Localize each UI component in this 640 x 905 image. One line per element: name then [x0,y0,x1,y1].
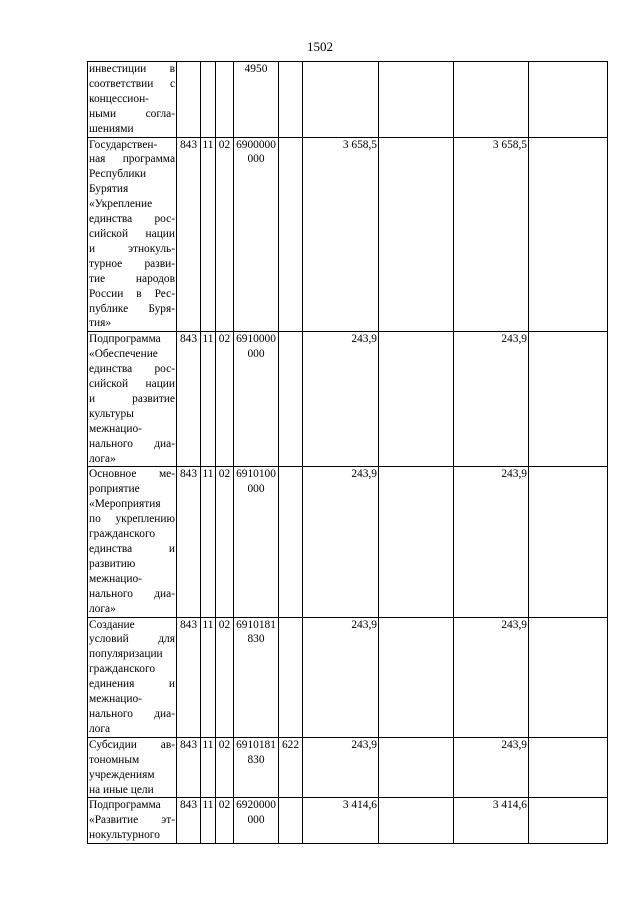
row-name-cell [88,798,177,844]
amount-cell: 243,9 [454,467,529,617]
amount-cell [529,617,608,737]
subsection-cell [216,62,234,138]
row-name-line: лога [89,722,111,735]
target-article-cell: 6900000000 [234,137,279,332]
target-article-cell: 4950 [234,62,279,138]
ved-cell: 843 [177,798,201,844]
row-name-line: ными согла- [89,107,175,120]
amount-cell: 243,9 [454,737,529,798]
amount-cell [454,62,529,138]
row-name-line: Государствен- [89,138,158,151]
row-name-line: гражданского [89,663,156,676]
row-name-line: межнацио- [89,693,142,706]
row-name-line: тие народов [89,272,175,285]
target-article-cell: 6920000000 [234,798,279,844]
row-name-line: Подпрограмма [89,799,161,812]
subsection-cell: 02 [216,332,234,467]
section-cell: 11 [201,737,216,798]
expense-type-cell [279,617,303,737]
row-name-line: лога» [89,452,116,465]
section-cell: 11 [201,467,216,617]
row-name-line: сийской нации [89,378,175,391]
amount-cell [303,62,379,138]
row-name-line: турное разви- [89,257,175,270]
row-name-line: Создание [89,618,135,631]
row-name-line: концессион- [89,92,149,105]
amount-cell [529,467,608,617]
row-name-line: единства рос- [89,213,175,226]
row-name-line: по укреплению [89,513,175,526]
table-row [88,332,608,467]
row-name-cell [88,332,177,467]
row-name-cell [88,617,177,737]
amount-cell [379,137,454,332]
amount-cell: 3 414,6 [303,798,379,844]
amount-cell: 243,9 [454,332,529,467]
ved-cell: 843 [177,467,201,617]
row-name-line: лога» [89,602,116,615]
table-row [88,737,608,798]
row-name-cell [88,467,177,617]
subsection-cell: 02 [216,798,234,844]
subsection-cell: 02 [216,617,234,737]
amount-cell [529,137,608,332]
row-name-line: Подпрограмма [89,333,161,346]
subsection-cell: 02 [216,737,234,798]
row-name-line: единства рос- [89,363,175,376]
row-name-line: единства и [89,543,175,555]
row-name-line: единения и [89,678,175,691]
section-cell [201,62,216,138]
section-cell: 11 [201,798,216,844]
table-row [88,137,608,332]
row-name-line: «Развитие эт- [89,814,175,827]
table-body [88,62,608,844]
row-name-line: нального диа- [89,437,175,450]
amount-cell [529,62,608,138]
amount-cell [529,332,608,467]
amount-cell [529,737,608,798]
row-name-line: тономным [89,753,140,766]
row-name-line: соответствии с [89,77,175,90]
row-name-line: нального диа- [89,587,175,600]
subsection-cell: 02 [216,137,234,332]
expense-type-cell [279,332,303,467]
section-cell: 11 [201,332,216,467]
row-name-cell [88,137,177,332]
row-name-line: развитию [89,557,136,570]
amount-cell: 243,9 [303,332,379,467]
section-cell: 11 [201,617,216,737]
row-name-line: Бурятия [89,183,129,196]
amount-cell [379,737,454,798]
amount-cell: 243,9 [303,617,379,737]
row-name-cell [88,62,177,138]
row-name-line: и развитие [89,392,175,405]
row-name-line: и этнокуль- [89,242,175,255]
row-name-line: сийской нации [89,227,175,240]
row-name-line: гражданского [89,528,156,541]
amount-cell [529,798,608,844]
target-article-cell: 6910100000 [234,467,279,617]
expense-type-cell [279,798,303,844]
target-article-cell: 6910181830 [234,617,279,737]
row-name-line: популяризации [89,648,163,661]
row-name-line: учреждениям [89,768,155,781]
row-name-line: нального диа- [89,707,175,720]
ved-cell: 843 [177,137,201,332]
row-name-line: шениями [89,122,134,135]
amount-cell: 243,9 [454,617,529,737]
row-name-line: инвестиции в [89,63,175,75]
amount-cell [379,332,454,467]
expense-type-cell [279,137,303,332]
target-article-cell: 6910000000 [234,332,279,467]
row-name-line: «Обеспечение [89,348,158,361]
row-name-line: Основное ме- [89,468,175,481]
amount-cell: 3 414,6 [454,798,529,844]
row-name-line: «Укрепление [89,198,153,211]
row-name-line: России в Рес- [89,287,175,300]
subsection-cell: 02 [216,467,234,617]
row-name-line: культуры [89,407,134,420]
budget-table [87,61,608,844]
ved-cell: 843 [177,617,201,737]
row-name-line: на иные цели [89,783,154,796]
amount-cell [379,467,454,617]
row-name-line: Республики [89,168,147,181]
row-name-line: тия» [89,317,112,330]
row-name-line: публике Буря- [89,302,175,315]
amount-cell [379,617,454,737]
row-name-line: условий для [89,633,175,646]
table-row [88,617,608,737]
amount-cell: 3 658,5 [303,137,379,332]
row-name-line: межнацио- [89,422,142,435]
row-name-line: ная программа [89,153,175,166]
ved-cell: 843 [177,332,201,467]
amount-cell [379,798,454,844]
section-cell: 11 [201,137,216,332]
expense-type-cell: 622 [279,737,303,798]
table-row [88,798,608,844]
ved-cell [177,62,201,138]
row-name-line: нокультурного [89,829,160,842]
expense-type-cell [279,62,303,138]
amount-cell: 243,9 [303,737,379,798]
page-number: 1502 [307,39,333,54]
amount-cell: 3 658,5 [454,137,529,332]
table-row [88,467,608,617]
row-name-line: межнацио- [89,572,142,585]
row-name-line: роприятие [89,483,140,496]
ved-cell: 843 [177,737,201,798]
amount-cell: 243,9 [303,467,379,617]
row-name-line: Субсидии ав- [89,738,175,751]
target-article-cell: 6910181830 [234,737,279,798]
amount-cell [379,62,454,138]
row-name-line: «Мероприятия [89,498,161,511]
table-row [88,62,608,138]
expense-type-cell [279,467,303,617]
row-name-cell [88,737,177,798]
